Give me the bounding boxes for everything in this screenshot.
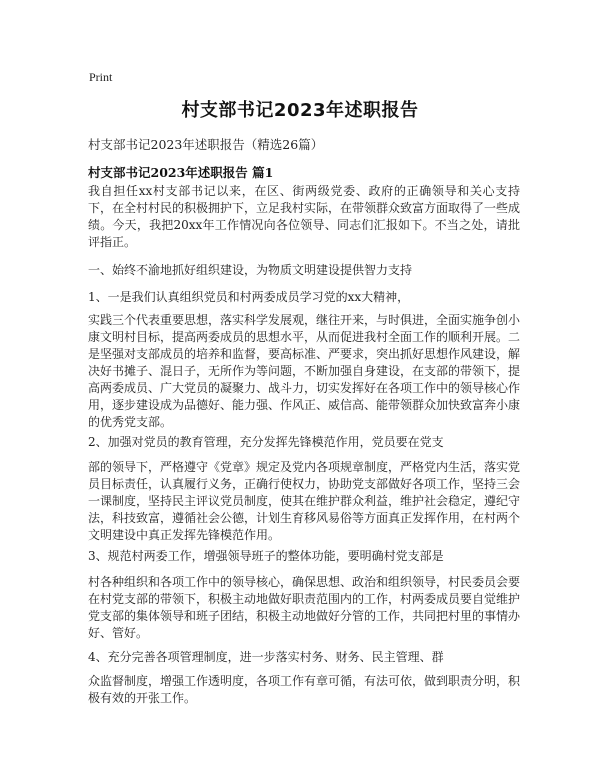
intro-paragraph: 我自担任xx村支部书记以来，在区、街两级党委、政府的正确领导和关心支持下，在全村村民的积极拥护下，立足我村实际，在带领群众致富方面取得了一些成绩。今天，我把20xx年工作情况向各位领导、同志们汇报如下。不当之处，请批评指正。 [88, 184, 521, 249]
item1-body: 实践三个代表重要思想，落实科学发展观，继往开来，与时俱进，全面实施争创小康文明村目标，提高两委成员的思想水平，从而促进我村全面工作的顺利开展。二是坚强对支部成员的培养和监督，要高标准、严要求，突出抓好思想作风建设，解决好书摊子、混日子，无所作为等问题，不断加强自身建设，在支部的带领下，提高两委成员、广大党员的凝聚力、战斗力，切实发挥好在各项工作中的领导核心作用，逐步建设成为品德好、能力强、作风正、威信高、能带领群众加快致富奔小康的优秀党支部。 [88, 313, 521, 429]
document-subtitle: 村支部书记2023年述职报告（精选26篇） [88, 137, 324, 152]
item4-body: 众监督制度，增强工作透明度，各项工作有章可循，有法可依，做到职责分明，积极有效的开张工作。 [88, 674, 521, 705]
page-title: 村支部书记2023年述职报告 [181, 100, 419, 121]
point1-heading: 一、始终不渝地抓好组织建设，为物质文明建设提供智力支持 [88, 263, 413, 277]
item3-body: 村各种组织和各项工作中的领导核心，确保思想、政治和组织领导，村民委员会要在村党支部的带领下，积极主动地做好职责范围内的工作，村两委成员要自觉维护党支部的集体领导和班子团结，积极主动地做好分管的工作，共同把村里的事情办好、管好。 [88, 575, 521, 640]
item3-heading: 3、规范村两委工作，增强领导班子的整体功能，要明确村党支部是 [88, 549, 444, 563]
item1-heading: 1、一是我们认真组织党员和村两委成员学习党的xx大精神， [88, 290, 410, 304]
print-link[interactable]: Print [89, 70, 113, 84]
item2-body: 部的领导下，严格遵守《党章》规定及党内各项规章制度，严格党内生活，落实党员目标责任，认真履行义务，正确行使权力，协助党支部做好各项工作，坚持三会一课制度，坚持民主评议党员制度，使其在维护群众利益，维护社会稳定，遵纪守法，科技致富，遵循社会公德，计划生育移风易俗等方面真正发挥作用，在村两个文明建设中真正发挥先锋模范作用。 [88, 460, 521, 542]
item2-heading: 2、加强对党员的教育管理，充分发挥先锋模范作用，党员要在党支 [88, 435, 444, 449]
item4-heading: 4、充分完善各项管理制度，进一步落实村务、财务、民主管理、群 [88, 650, 444, 664]
section-heading: 村支部书记2023年述职报告 篇1 [88, 165, 274, 180]
